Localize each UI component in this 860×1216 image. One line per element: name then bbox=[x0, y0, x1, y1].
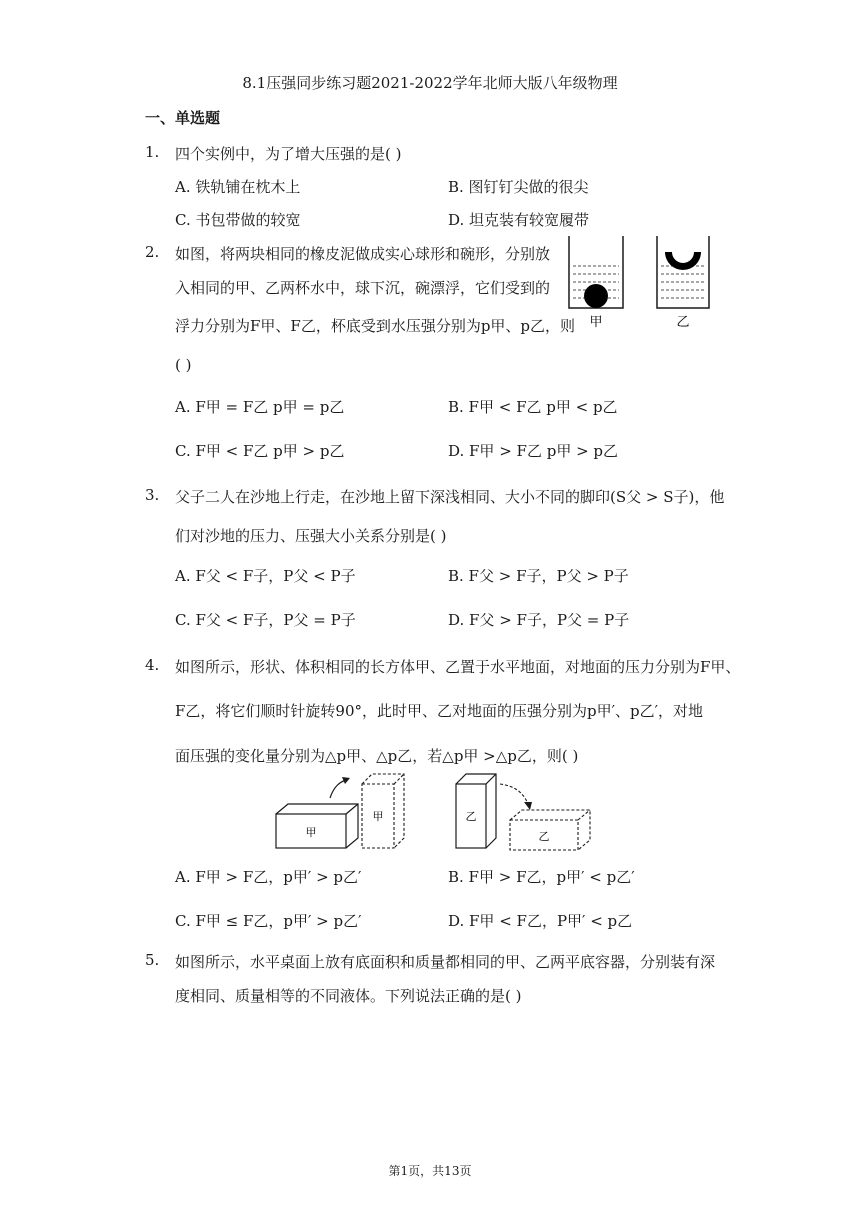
question-number: 5. bbox=[145, 951, 160, 969]
option-a: A. F甲 = F乙 p甲 = p乙 bbox=[175, 398, 345, 416]
option-a: A. F父 < F子，P父 < P子 bbox=[175, 567, 356, 585]
block-yi-lying bbox=[510, 810, 590, 850]
question-stem-line: 浮力分别为F甲、F乙，杯底受到水压强分别为p甲、p乙，则 bbox=[175, 317, 576, 335]
question-stem-line: 如图所示，水平桌面上放有底面积和质量都相同的甲、乙两平底容器，分别装有深 bbox=[175, 953, 716, 971]
block-label: 乙 bbox=[538, 830, 550, 843]
option-d: D. F父 > F子，P父 = P子 bbox=[448, 611, 630, 629]
option-c: C. F甲 ≤ F乙，p甲′ > p乙′ bbox=[175, 912, 362, 930]
rotate-arrow bbox=[330, 780, 346, 798]
section-heading: 一、单选题 bbox=[145, 109, 221, 127]
question-stem-line: F乙，将它们顺时针旋转90°，此时甲、乙对地面的压强分别为p甲′、p乙′，对地 bbox=[175, 702, 704, 720]
cup-jia bbox=[569, 236, 623, 308]
question-stem-line: 面压强的变化量分别为△p甲、△p乙，若△p甲 >△p乙，则( ) bbox=[175, 747, 579, 765]
option-d: D. 坦克装有较宽履带 bbox=[448, 211, 590, 229]
blocks-figure bbox=[268, 770, 598, 855]
question-stem-line: 入相同的甲、乙两杯水中，球下沉，碗漂浮，它们受到的 bbox=[175, 279, 551, 297]
question-number: 2. bbox=[145, 243, 160, 261]
question-stem-line: ( ) bbox=[175, 356, 192, 374]
question-stem: 四个实例中，为了增大压强的是( ) bbox=[175, 145, 402, 163]
option-b: B. F甲 > F乙，p甲′ < p乙′ bbox=[448, 868, 635, 886]
block-label: 甲 bbox=[305, 826, 317, 839]
question-stem-line: 如图，将两块相同的橡皮泥做成实心球形和碗形，分别放 bbox=[175, 245, 551, 263]
floating-bowl bbox=[665, 252, 701, 270]
option-d: D. F甲 > F乙 p甲 > p乙 bbox=[448, 442, 619, 460]
block-label: 甲 bbox=[372, 810, 384, 823]
question-stem-line: 父子二人在沙地上行走，在沙地上留下深浅相同、大小不同的脚印(S父 > S子)，他 bbox=[175, 488, 725, 506]
option-a: A. F甲 > F乙，p甲′ > p乙′ bbox=[175, 868, 362, 886]
question-number: 3. bbox=[145, 486, 160, 504]
question-stem-line: 们对沙地的压力、压强大小关系分别是( ) bbox=[175, 527, 447, 545]
cups-figure bbox=[565, 232, 725, 332]
arrow-head bbox=[524, 802, 532, 810]
option-a: A. 铁轨铺在枕木上 bbox=[175, 178, 301, 196]
cup-yi bbox=[657, 236, 709, 308]
option-d: D. F甲 < F乙，P甲′ < p乙 bbox=[448, 912, 633, 930]
figure-label: 甲 bbox=[589, 315, 603, 330]
page-footer: 第1页，共13页 bbox=[388, 1164, 472, 1178]
option-b: B. F父 > F子，P父 > P子 bbox=[448, 567, 629, 585]
figure-label: 乙 bbox=[676, 315, 690, 330]
option-b: B. F甲 < F乙 p甲 < p乙 bbox=[448, 398, 618, 416]
question-number: 1. bbox=[145, 143, 160, 161]
option-c: C. F甲 < F乙 p甲 > p乙 bbox=[175, 442, 345, 460]
option-b: B. 图钉钉尖做的很尖 bbox=[448, 178, 589, 196]
question-number: 4. bbox=[145, 656, 160, 674]
option-c: C. F父 < F子，P父 = P子 bbox=[175, 611, 356, 629]
block-label: 乙 bbox=[465, 810, 477, 823]
block-jia-lying bbox=[276, 804, 358, 848]
question-stem-line: 如图所示，形状、体积相同的长方体甲、乙置于水平地面，对地面的压力分别为F甲、 bbox=[175, 658, 741, 676]
page-title: 8.1压强同步练习题2021-2022学年北师大版八年级物理 bbox=[242, 74, 618, 92]
question-stem-line: 度相同、质量相等的不同液体。下列说法正确的是( ) bbox=[175, 987, 522, 1005]
option-c: C. 书包带做的较宽 bbox=[175, 211, 301, 229]
sunken-ball bbox=[584, 284, 608, 308]
rotate-arrow bbox=[500, 784, 528, 804]
